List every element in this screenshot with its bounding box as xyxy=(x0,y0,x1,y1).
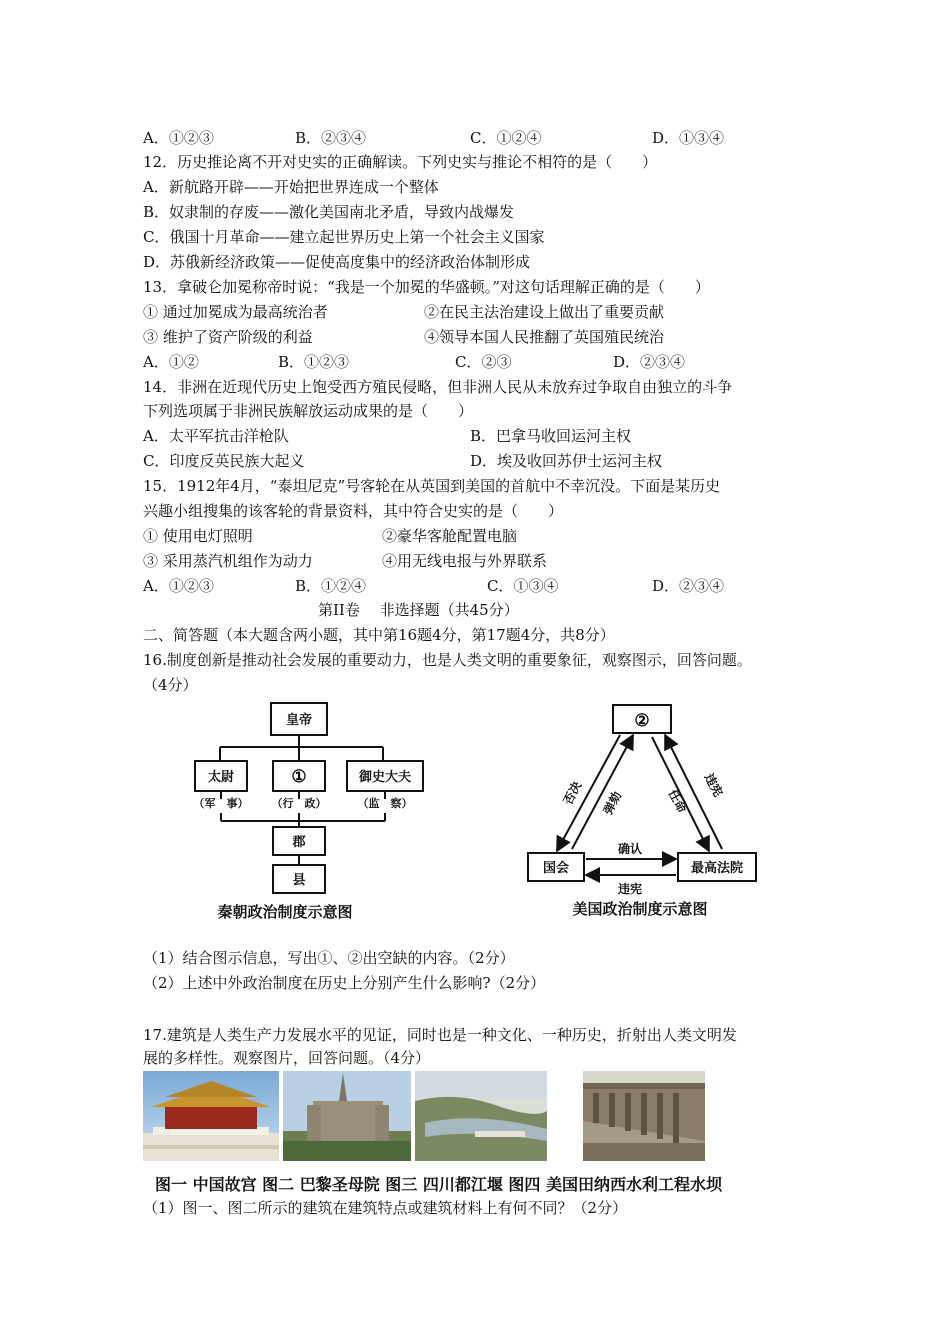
tva-dam-photo xyxy=(583,1071,705,1161)
q15-stem-line1: 15．1912年4月，“泰坦尼克”号客轮在从英国到美国的首航中不幸沉没。下面是某历史 xyxy=(143,477,721,495)
xian-label: 县 xyxy=(292,873,306,888)
unconstitutional-label-2: 违宪 xyxy=(617,882,643,896)
q17-stem-line2: 展的多样性。观察图片，回答问题。（4分） xyxy=(143,1049,431,1067)
yushi-label: 御史大夫 xyxy=(358,770,412,785)
q12-option-b: B．奴隶制的存废——激化美国南北矛盾，导致内战爆发 xyxy=(143,203,515,221)
q12-option-a: A．新航路开辟——开始把世界连成一个整体 xyxy=(143,178,439,196)
q15-option-a: A．①②③ xyxy=(143,577,214,595)
q14-option-d: D．埃及收回苏伊士运河主权 xyxy=(470,452,663,470)
q12-option-d: D．苏俄新经济政策——促使高度集中的经济政治体制形成 xyxy=(143,253,531,271)
impeach-label: 弹劾 xyxy=(600,789,625,818)
q12-stem: 12．历史推论离不开对史实的正确解读。下列史实与推论不相符的是（ ） xyxy=(143,153,658,171)
q13-option-a: A．①② xyxy=(143,353,199,371)
q11-option-d: D．①③④ xyxy=(652,129,725,147)
qin-political-system-diagram xyxy=(185,695,445,925)
role-administration: （行 政） xyxy=(271,797,327,810)
q14-option-c: C．印度反英民族大起义 xyxy=(143,452,305,470)
blank-2-label: ② xyxy=(634,711,650,731)
q15-statement-2: ②豪华客舱配置电脑 xyxy=(382,527,518,545)
role-supervision: （监 察） xyxy=(357,797,413,810)
us-diagram-title: 美国政治制度示意图 xyxy=(572,900,708,918)
q15-option-b: B．①②④ xyxy=(295,577,367,595)
q15-statement-1: ① 使用电灯照明 xyxy=(143,527,253,545)
confirm-label: 确认 xyxy=(617,842,643,856)
taiwei-label: 太尉 xyxy=(207,770,235,785)
q17-sub1: （1）图一、图二所示的建筑在建筑特点或建筑材料上有何不同？（2分） xyxy=(143,1199,628,1217)
q13-statement-4: ④领导本国人民推翻了英国殖民统治 xyxy=(424,328,665,346)
q13-option-c: C．②③ xyxy=(455,353,512,371)
q13-stem: 13．拿破仑加冕称帝时说：“我是一个加冕的华盛顿。”对这句话理解正确的是（ ） xyxy=(143,278,710,296)
q13-statement-3: ③ 维护了资产阶级的利益 xyxy=(143,328,313,346)
q11-option-b: B．②③④ xyxy=(295,129,367,147)
unconstitutional-label-1: 违宪 xyxy=(701,771,726,800)
q17-stem-line1: 17.建筑是人类生产力发展水平的见证，同时也是一种文化、一种历史，折射出人类文明发 xyxy=(143,1026,737,1044)
forbidden-city-photo xyxy=(143,1071,279,1161)
q14-stem-line1: 14．非洲在近现代历史上饱受西方殖民侵略，但非洲人民从未放弃过争取自由独立的斗争 xyxy=(143,378,733,396)
q14-option-a: A．太平军抗击洋枪队 xyxy=(143,427,289,445)
q15-statement-3: ③ 采用蒸汽机组作为动力 xyxy=(143,552,313,570)
q16-stem-line2: （4分） xyxy=(143,676,198,694)
dujiangyan-photo xyxy=(415,1071,547,1161)
q16-sub2: （2）上述中外政治制度在历史上分别产生什么影响?（2分） xyxy=(143,974,546,992)
q13-option-b: B．①②③ xyxy=(278,353,350,371)
q13-option-d: D．②③④ xyxy=(613,353,686,371)
jun-label: 郡 xyxy=(292,835,306,850)
role-military: （军 事） xyxy=(193,797,249,810)
notre-dame-photo xyxy=(283,1071,411,1161)
section-heading: 二、简答题（本大题含两小题，其中第16题4分，第17题4分，共8分） xyxy=(143,626,615,644)
congress-label: 国会 xyxy=(542,861,570,876)
q15-stem-line2: 兴趣小组搜集的该客轮的背景资料，其中符合史实的是（ ） xyxy=(143,502,564,520)
appoint-label: 任命 xyxy=(665,787,690,816)
us-political-system-diagram xyxy=(520,695,770,925)
supreme-court-label: 最高法院 xyxy=(690,861,744,876)
blank-1-label: ① xyxy=(291,767,307,787)
emperor-label: 皇帝 xyxy=(285,713,313,728)
q15-option-c: C．①③④ xyxy=(487,577,559,595)
q12-option-c: C．俄国十月革命——建立起世界历史上第一个社会主义国家 xyxy=(143,228,545,246)
q13-statement-1: ① 通过加冕成为最高统治者 xyxy=(143,303,328,321)
q13-statement-2: ②在民主法治建设上做出了重要贡献 xyxy=(424,303,665,321)
q15-statement-4: ④用无线电报与外界联系 xyxy=(382,552,548,570)
q15-option-d: D．②③④ xyxy=(652,577,725,595)
q14-stem-line2: 下列选项属于非洲民族解放运动成果的是（ ） xyxy=(143,402,474,420)
q11-option-a: A．①②③ xyxy=(143,129,214,147)
qin-diagram-title: 秦朝政治制度示意图 xyxy=(217,903,353,921)
photo-caption: 图一 中国故宫 图二 巴黎圣母院 图三 四川都江堰 图四 美国田纳西水利工程水坝 xyxy=(155,1175,722,1194)
veto-label: 否决 xyxy=(560,779,585,808)
q16-stem-line1: 16.制度创新是推动社会发展的重要动力，也是人类文明的重要象征，观察图示，回答问题。 xyxy=(143,651,752,669)
q16-sub1: （1）结合图示信息，写出①、②出空缺的内容。（2分） xyxy=(143,949,515,967)
section-title: 第II卷 非选择题（共45分） xyxy=(318,601,519,619)
q11-option-c: C．①②④ xyxy=(470,129,542,147)
q14-option-b: B．巴拿马收回运河主权 xyxy=(470,427,632,445)
